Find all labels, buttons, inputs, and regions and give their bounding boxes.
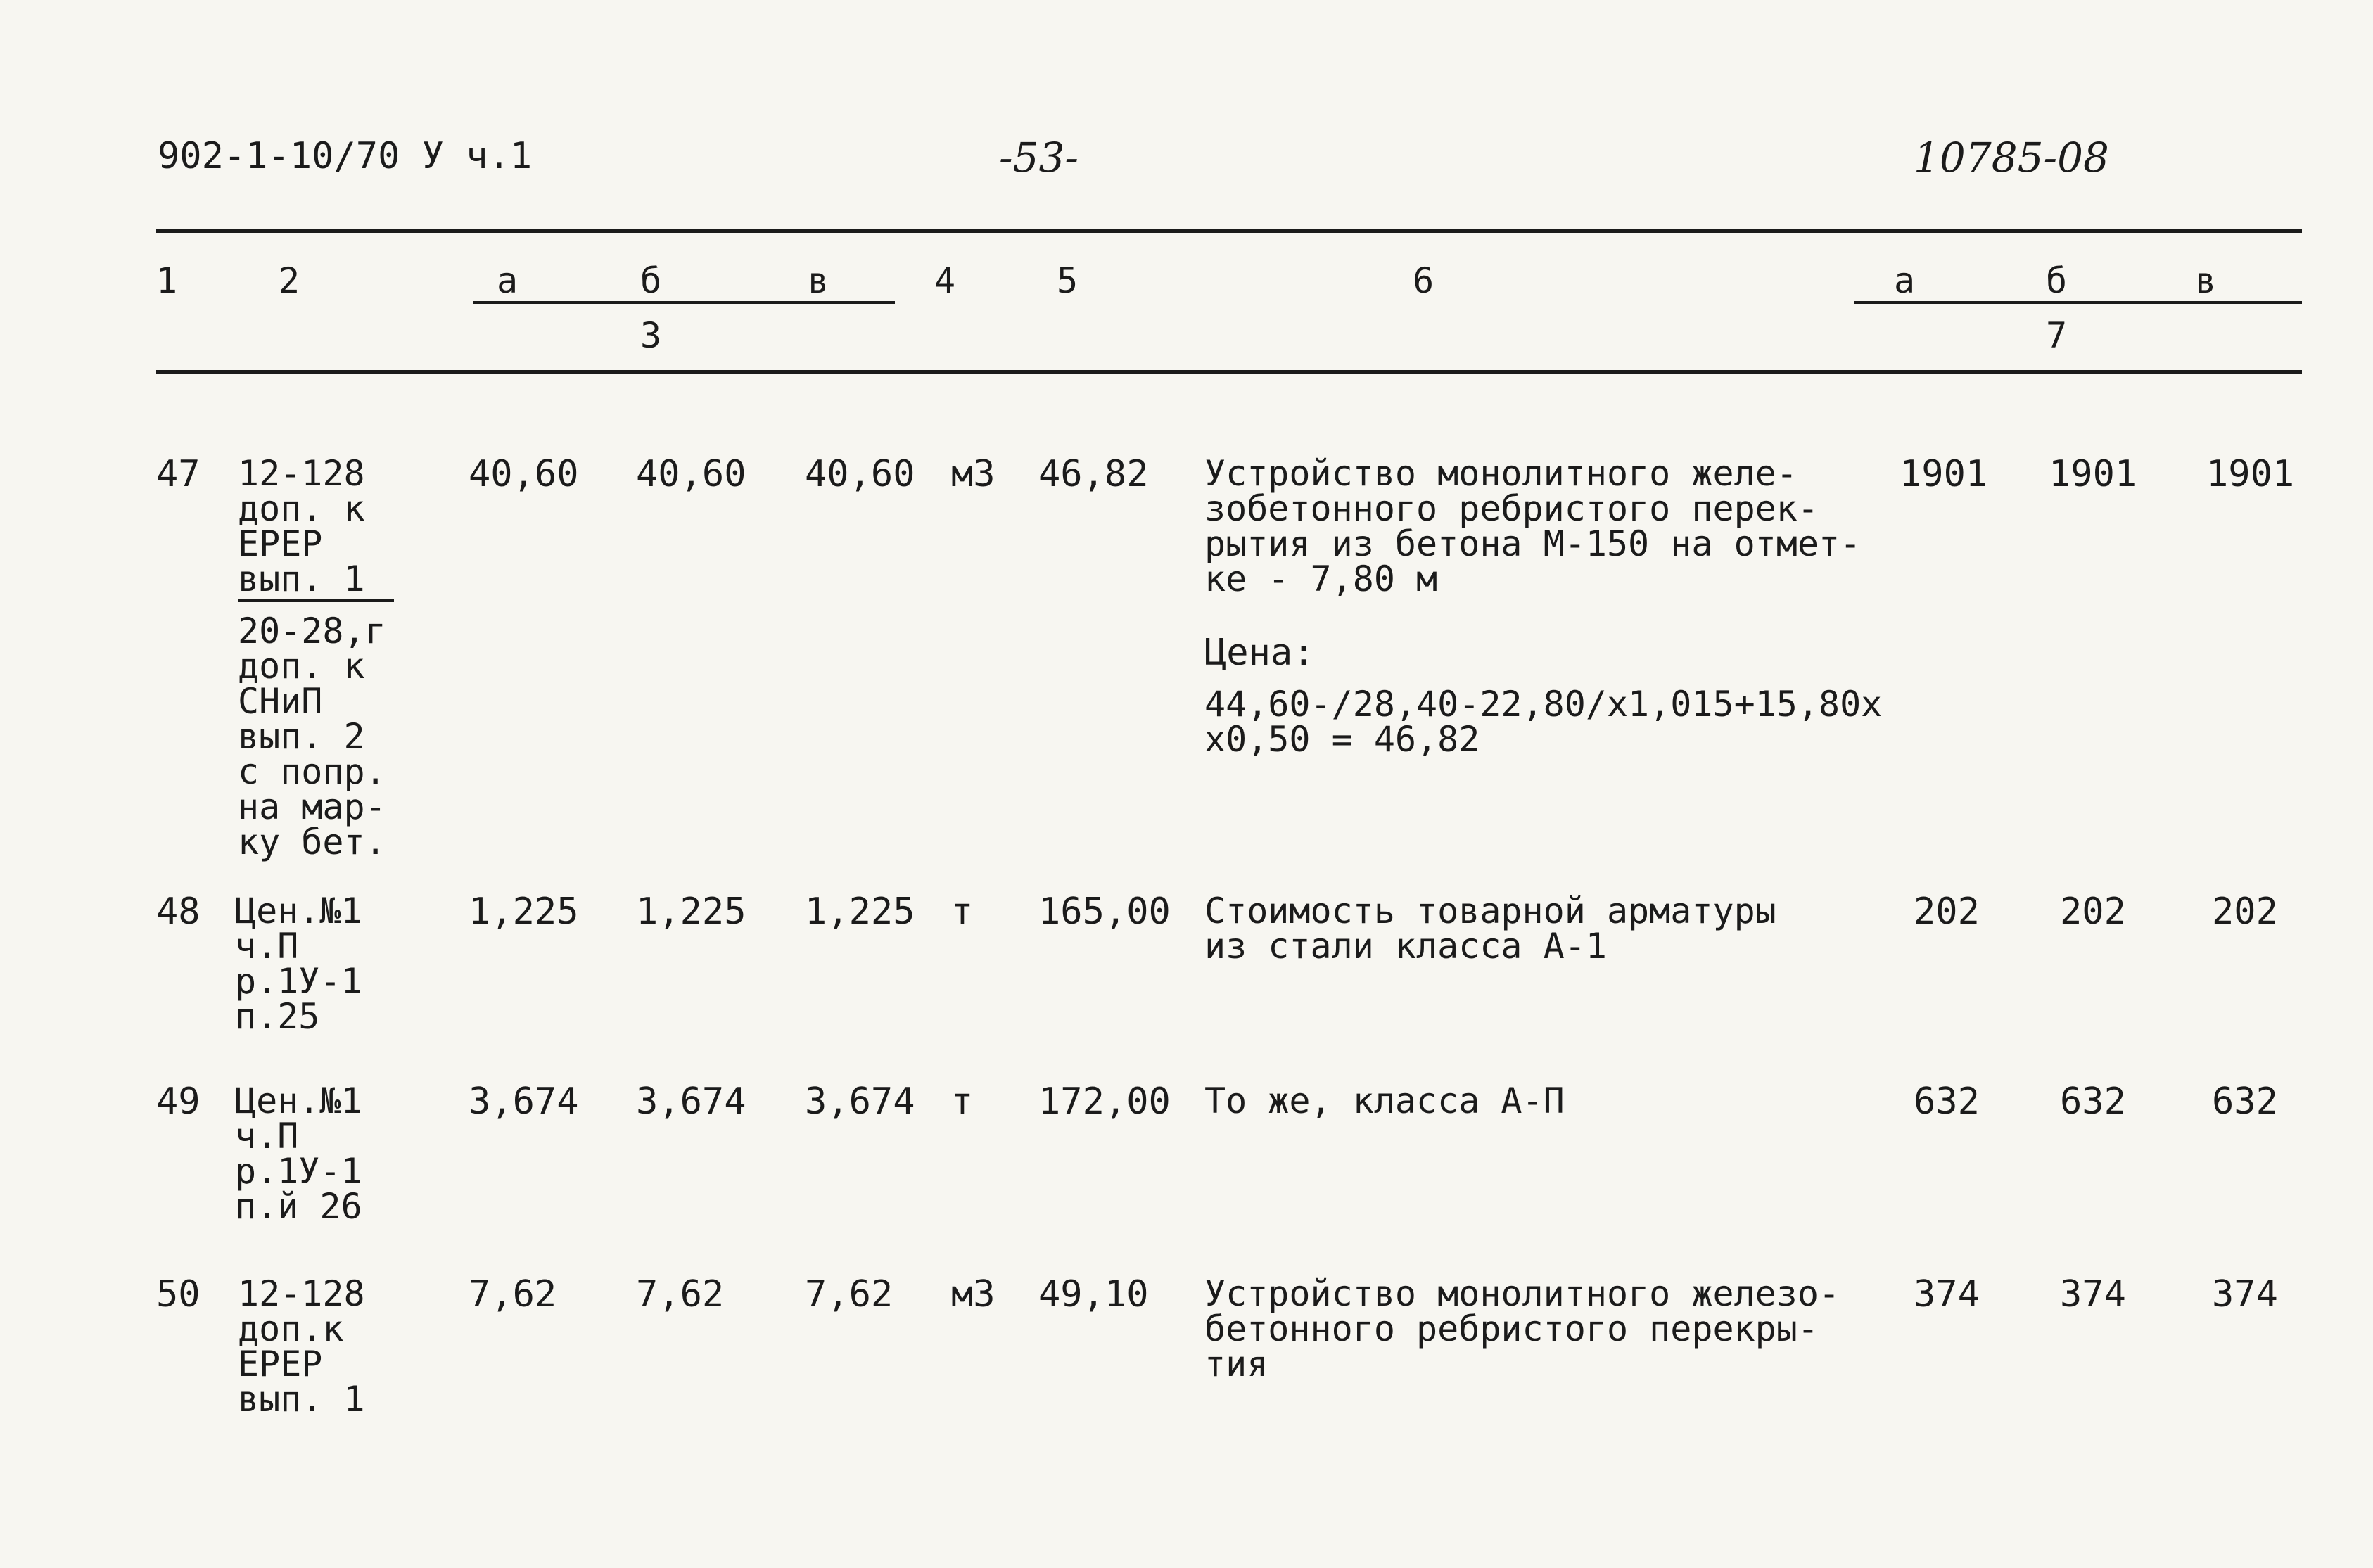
page-number: -53- bbox=[999, 134, 1079, 181]
col-header-3: 3 bbox=[640, 315, 662, 356]
total-b: 202 bbox=[2060, 891, 2126, 933]
col-header-7: 7 bbox=[2046, 315, 2068, 356]
row-number: 47 bbox=[156, 453, 201, 495]
row-code: Цен.№1 ч.П р.1У-1 п.25 bbox=[235, 891, 362, 1037]
total-a: 632 bbox=[1914, 1081, 1980, 1123]
group3-subrule bbox=[473, 301, 895, 304]
col-header-6: 6 bbox=[1413, 260, 1434, 301]
unit: т bbox=[951, 891, 974, 933]
table-header-bottom-rule bbox=[156, 370, 2302, 374]
unit: м3 bbox=[951, 1273, 995, 1315]
col-header-3c: в bbox=[808, 260, 829, 301]
row-code-secondary: 20-28,г доп. к СНиП вып. 2 с попр. на мар- ку бет. bbox=[238, 611, 386, 862]
quantity-c: 1,225 bbox=[805, 891, 915, 933]
unit: м3 bbox=[951, 453, 995, 495]
col-header-3a: а bbox=[497, 260, 519, 301]
row-code: 12-128 доп.к ЕРЕР вып. 1 bbox=[238, 1273, 365, 1420]
unit: т bbox=[951, 1081, 974, 1123]
price-label: Цена: bbox=[1204, 632, 1315, 674]
code-divider bbox=[238, 599, 394, 602]
col-header-3b: б bbox=[640, 260, 662, 301]
row-code-primary: 12-128 доп. к ЕРЕР вып. 1 bbox=[238, 453, 365, 599]
col-header-4: 4 bbox=[934, 260, 956, 301]
quantity-c: 7,62 bbox=[805, 1273, 893, 1315]
quantity-a: 7,62 bbox=[469, 1273, 557, 1315]
work-description: Стоимость товарной арматуры из стали класса А-1 bbox=[1204, 891, 1776, 967]
table-top-rule bbox=[156, 229, 2302, 233]
total-c: 374 bbox=[2212, 1273, 2278, 1315]
work-description: То же, класса А-П bbox=[1204, 1081, 1565, 1121]
work-description: Устройство монолитного желе- зобетонного ребристого перек- рытия из бетона М-150 на отмет- ке - 7,80 м bbox=[1204, 453, 1862, 599]
group7-subrule bbox=[1854, 301, 2302, 304]
price-formula: 44,60-/28,40-22,80/x1,015+15,80x x0,50 = 46,82 bbox=[1204, 684, 1883, 760]
quantity-c: 3,674 bbox=[805, 1081, 915, 1123]
row-number: 48 bbox=[156, 891, 201, 933]
quantity-b: 7,62 bbox=[636, 1273, 725, 1315]
unit-price: 49,10 bbox=[1038, 1273, 1149, 1315]
work-description: Устройство монолитного железо- бетонного ребристого перекры- тия bbox=[1204, 1273, 1840, 1384]
quantity-c: 40,60 bbox=[805, 453, 915, 495]
row-number: 50 bbox=[156, 1273, 201, 1315]
quantity-a: 3,674 bbox=[469, 1081, 579, 1123]
total-a: 202 bbox=[1914, 891, 1980, 933]
document-code: 902-1-10/70 У ч.1 bbox=[158, 135, 533, 177]
row-number: 49 bbox=[156, 1081, 201, 1123]
quantity-b: 40,60 bbox=[636, 453, 746, 495]
unit-price: 46,82 bbox=[1038, 453, 1149, 495]
total-c: 1901 bbox=[2206, 453, 2295, 495]
unit-price: 172,00 bbox=[1038, 1081, 1171, 1123]
quantity-a: 40,60 bbox=[469, 453, 579, 495]
total-b: 632 bbox=[2060, 1081, 2126, 1123]
col-header-7b: б bbox=[2046, 260, 2068, 301]
col-header-5: 5 bbox=[1057, 260, 1079, 301]
total-b: 374 bbox=[2060, 1273, 2126, 1315]
total-c: 632 bbox=[2212, 1081, 2278, 1123]
quantity-b: 1,225 bbox=[636, 891, 746, 933]
unit-price: 165,00 bbox=[1038, 891, 1171, 933]
col-header-7c: в bbox=[2195, 260, 2217, 301]
col-header-2: 2 bbox=[279, 260, 300, 301]
col-header-1: 1 bbox=[156, 260, 178, 301]
inventory-number: 10785-08 bbox=[1914, 134, 2109, 181]
quantity-a: 1,225 bbox=[469, 891, 579, 933]
total-a: 374 bbox=[1914, 1273, 1980, 1315]
total-a: 1901 bbox=[1900, 453, 1988, 495]
row-code: Цен.№1 ч.П р.1У-1 п.й 26 bbox=[235, 1081, 362, 1227]
quantity-b: 3,674 bbox=[636, 1081, 746, 1123]
total-b: 1901 bbox=[2049, 453, 2137, 495]
col-header-7a: а bbox=[1894, 260, 1916, 301]
total-c: 202 bbox=[2212, 891, 2278, 933]
